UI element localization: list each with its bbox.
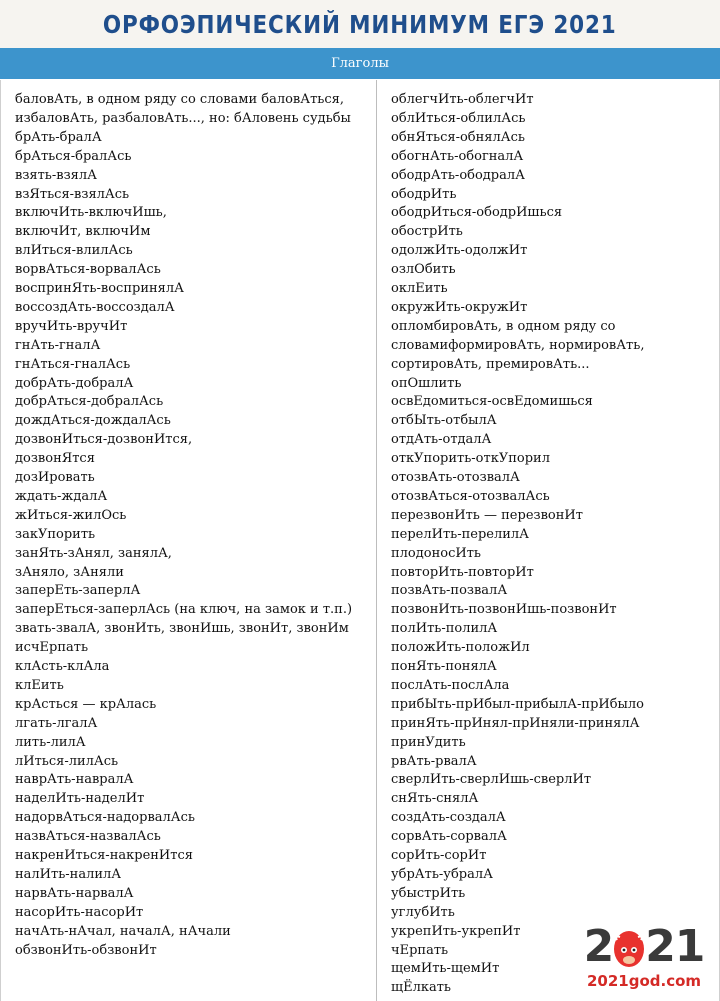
verb-entry: наврАть-навралА (15, 772, 134, 788)
verb-entry: отбЫть-отбылА (391, 413, 497, 429)
verb-entry: рвАть-рвалА (391, 753, 477, 769)
verb-entry: накренИться-накренИтся (15, 848, 193, 863)
verb-entry: обзвонИть-обзвонИт (15, 942, 157, 958)
right-column (376, 80, 720, 1001)
verb-entry: создАть-создалА (391, 810, 506, 826)
verb-entry: ободрИться-ободрИшься (391, 205, 563, 221)
verb-entry: включИт, включИм (15, 224, 151, 240)
verb-entry: нарвАть-нарвалА (15, 885, 134, 901)
verb-entry: послАть-послАла (391, 677, 510, 693)
verb-entry: звать-звалА, звонИть, звонИшь, звонИт, звонИм (15, 621, 349, 637)
verb-entry: освЕдомиться-освЕдомишься (391, 394, 593, 410)
verb-entry: откУпорить-откУпорил (391, 451, 550, 467)
verb-entry: оклЕить (391, 281, 448, 296)
title-bar (0, 0, 720, 48)
verb-entry: наделИть-наделИт (15, 791, 145, 807)
verb-entry: заперЕть-заперлА (15, 583, 141, 599)
verb-entry: взять-взялА (15, 167, 97, 183)
verb-entry: плодоносИть (391, 545, 481, 561)
verb-entry: облИться-облилАсь (391, 110, 526, 126)
verb-entry: облегчИть-облегчИт (391, 92, 534, 107)
verb-entry: сорИть-сорИт (391, 848, 487, 863)
verb-entry: крАсться — крАлась (15, 696, 157, 712)
verb-entry: надорвАться-надорвалАсь (15, 810, 195, 826)
verb-entry: дозИровать (15, 470, 95, 485)
page-title: ОРФОЭПИЧЕСКИЙ МИНИМУМ ЕГЭ 2021 (103, 9, 617, 39)
verb-entry: углубИть (391, 904, 455, 920)
verb-entry: одолжИть-одолжИт (391, 243, 528, 259)
verb-entry: понЯть-понялА (391, 659, 497, 674)
verb-entry: чЕрпать (391, 942, 449, 958)
verb-entry: обострИть (391, 224, 463, 240)
verb-entry: отозвАться-отозвалАсь (391, 488, 550, 504)
verb-entry: позвонИть-позвонИшь-позвонИт (391, 602, 617, 618)
verb-entry: исчЕрпать (15, 640, 89, 656)
logo-digits: 21 (645, 921, 705, 972)
verb-entry: насорИть-насорИт (15, 904, 144, 920)
verb-entry: щемИть-щемИт (391, 961, 500, 977)
verb-table (0, 80, 720, 1001)
logo-digit: 2 (583, 921, 614, 972)
verb-entry: клАсть-клАла (15, 659, 110, 674)
verb-entry: снЯть-снялА (391, 791, 479, 807)
verb-entry: убрАть-убралА (391, 866, 493, 882)
verb-entry: окружИть-окружИт (391, 299, 528, 315)
verb-entry: принЯть-прИнял-прИняли-принялА (391, 715, 640, 731)
verb-entry: опломбировАть, в одном ряду со (391, 318, 616, 334)
verb-entry: гнАть-гналА (15, 337, 101, 353)
verb-entry: заперЕться-заперлАсь (на ключ, на замок и т.п.) (15, 602, 353, 618)
logo-url: 2021god.com (586, 972, 702, 990)
verb-entry: дозвонИться-дозвонИтся, (15, 432, 193, 448)
verb-entry: налИть-налилА (15, 866, 122, 882)
verb-entry: словамиформировАть, нормировАть, (391, 337, 645, 353)
verb-entry: взЯться-взялАсь (15, 186, 130, 202)
verb-entry: влИться-влилАсь (15, 243, 133, 259)
verb-entry: воспринЯть-воспринялА (15, 281, 184, 296)
site-logo (578, 918, 710, 998)
section-title: Глаголы (331, 56, 389, 71)
verb-entry: лИться-лилАсь (15, 753, 119, 769)
verb-entry: принУдить (391, 734, 466, 750)
verb-entry: брАть-бралА (15, 129, 102, 145)
verb-entry: сорвАть-сорвалА (391, 829, 507, 845)
verb-entry: полИть-полилА (391, 621, 498, 637)
verb-entry: занЯть-зАнял, занялА, (15, 545, 172, 561)
verb-entry: лить-лилА (15, 734, 86, 750)
verb-entry: положИть-положИл (391, 640, 530, 656)
verb-entry: добрАть-добралА (15, 375, 134, 391)
verb-entry: позвАть-позвалА (391, 583, 508, 599)
verb-entry: лгать-лгалА (15, 715, 98, 731)
verb-entry: закУпорить (15, 526, 96, 542)
verb-entry: жИться-жилОсь (15, 507, 127, 523)
verb-entry: ворвАться-ворвалАсь (15, 262, 161, 278)
verb-entry: вручИть-вручИт (15, 318, 128, 334)
verb-entry: брАться-бралАсь (15, 148, 132, 164)
verb-entry: озлОбить (391, 262, 456, 278)
verb-entry: щЁлкать (391, 980, 451, 996)
verb-entry: избаловАть, разбаловАть..., но: бАловень судьбы (15, 110, 351, 126)
verb-entry: ободрИть (391, 186, 457, 202)
verb-entry: укрепИть-укрепИт (391, 923, 521, 939)
verb-entry: баловАть, в одном ряду со словами баловАться, (15, 92, 344, 107)
verb-entry: назвАться-назвалАсь (15, 829, 161, 845)
bull-icon (614, 931, 644, 967)
verb-entry: начАть-нАчал, началА, нАчали (15, 923, 231, 939)
verb-entry: клЕить (15, 677, 64, 693)
verb-entry: сверлИть-сверлИшь-сверлИт (391, 772, 592, 788)
verb-entry: перелИть-перелилА (391, 526, 530, 542)
verb-entry: дозвонЯтся (15, 451, 95, 467)
section-header (0, 48, 720, 79)
left-column (0, 80, 377, 1001)
verb-entry: ободрАть-ободралА (391, 167, 525, 183)
verb-entry: ждать-ждалА (15, 488, 108, 504)
verb-entry: обогнАть-обогналА (391, 148, 524, 164)
verb-entry: обнЯться-обнялАсь (391, 129, 525, 145)
verb-entry: прибЫть-прИбыл-прибылА-прИбыло (391, 696, 644, 712)
verb-entry: сортировАть, премировАть... (391, 356, 590, 372)
verb-entry: дождАться-дождалАсь (15, 413, 171, 429)
verb-entry: отдАть-отдалА (391, 432, 492, 448)
verb-entry: воссоздАть-воссоздалА (15, 299, 175, 315)
verb-entry: опОшлить (391, 375, 462, 391)
verb-entry: включИть-включИшь, (15, 205, 167, 221)
verb-entry: зАняло, зАняли (15, 564, 124, 580)
verb-entry: гнАться-гналАсь (15, 356, 131, 372)
verb-entry: повторИть-повторИт (391, 564, 534, 580)
verb-entry: перезвонИть — перезвонИт (391, 507, 583, 523)
verb-entry: убыстрИть (391, 885, 466, 901)
verb-entry: добрАться-добралАсь (15, 394, 164, 410)
verb-entry: отозвАть-отозвалА (391, 470, 520, 485)
logo-year (578, 918, 710, 972)
